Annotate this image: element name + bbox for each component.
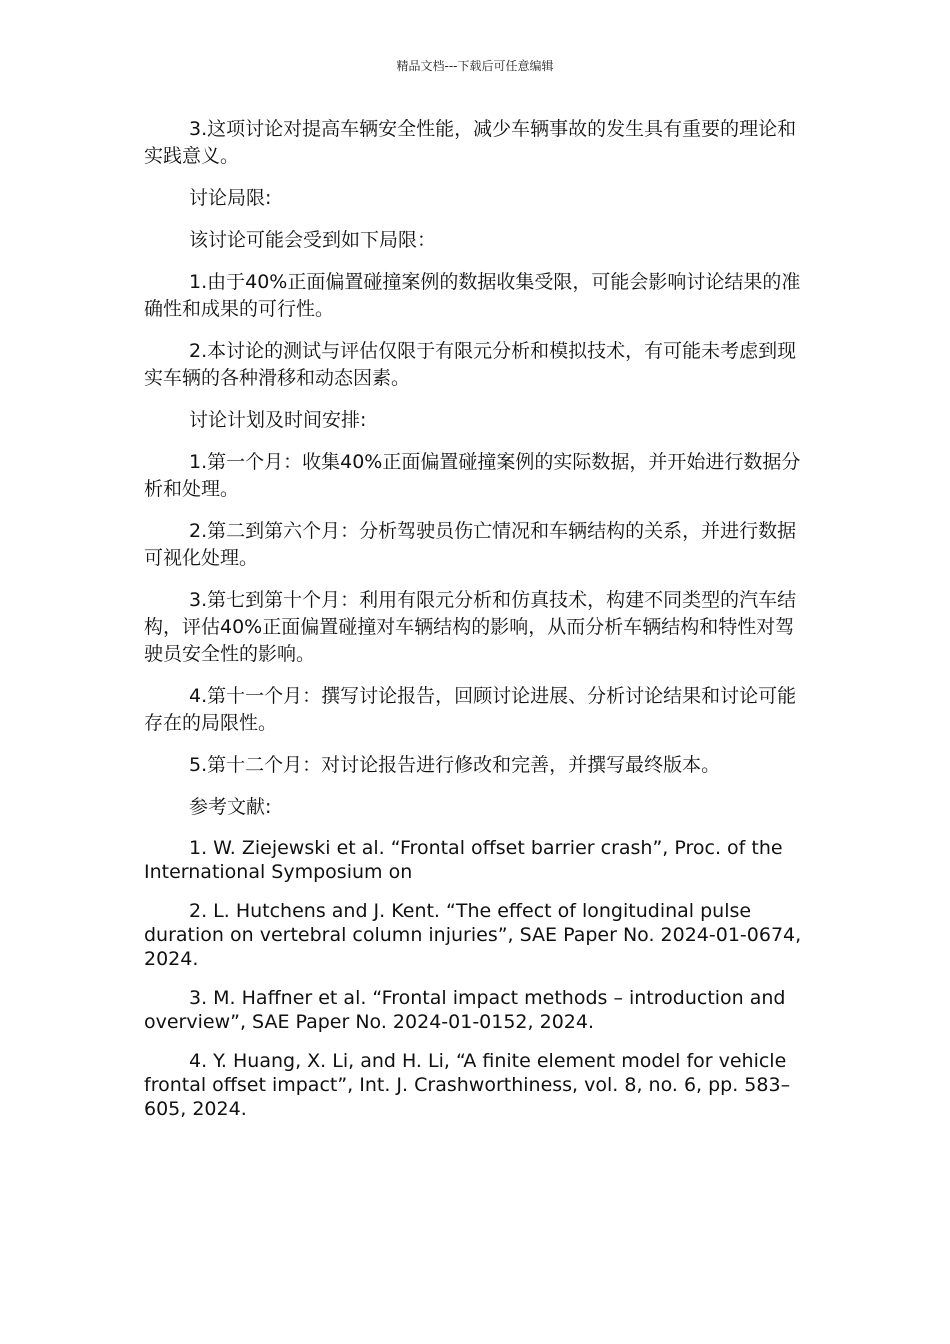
heading-references: 参考文献: bbox=[189, 796, 272, 818]
paragraph-schedule-3: 3.第七到第十个月：利用有限元分析和仿真技术，构建不同类型的汽车结构，评估40%正面偏置碰撞对车辆结构的影响，从而分析车辆结构和特性对驾驶员安全性的影响。 bbox=[144, 589, 797, 665]
reference-2: 2. L. Hutchens and J. Kent. “The effect of longitudinal pulse duration on vertebral column injuries”, SAE Paper No. 2024-01-0674, 2024. bbox=[144, 900, 802, 970]
document-body bbox=[144, 116, 808, 1136]
paragraph-schedule-4: 4.第十一个月：撰写讨论报告，回顾讨论进展、分析讨论结果和讨论可能存在的局限性。 bbox=[144, 685, 797, 734]
paragraph-schedule-5: 5.第十二个月：对讨论报告进行修改和完善，并撰写最终版本。 bbox=[189, 754, 721, 776]
paragraph-limitation-2: 2.本讨论的测试与评估仅限于有限元分析和模拟技术，有可能未考虑到现实车辆的各种滑移和动态因素。 bbox=[144, 340, 797, 389]
reference-1: 1. W. Ziejewski et al. “Frontal offset barrier crash”, Proc. of the International Symposium on bbox=[144, 837, 783, 883]
paragraph-schedule-1: 1.第一个月：收集40%正面偏置碰撞案例的实际数据，并开始进行数据分析和处理。 bbox=[144, 451, 801, 500]
paragraph-significance: 3.这项讨论对提高车辆安全性能，减少车辆事故的发生具有重要的理论和实践意义。 bbox=[144, 118, 797, 167]
paragraph-limitation-1: 1.由于40%正面偏置碰撞案例的数据收集受限，可能会影响讨论结果的准确性和成果的可行性。 bbox=[144, 271, 801, 320]
reference-3: 3. M. Haffner et al. “Frontal impact methods – introduction and overview”, SAE Paper No. 2024-01-0152, 2024. bbox=[144, 987, 786, 1033]
reference-4: 4. Y. Huang, X. Li, and H. Li, “A finite element model for vehicle frontal offset impact”, Int. J. Crashworthiness, vol. 8, no. 6, pp. 583–605, 2024. bbox=[144, 1050, 791, 1120]
page-header: 精品文档---下载后可任意编辑 bbox=[396, 59, 554, 73]
heading-limitations: 讨论局限: bbox=[189, 187, 272, 209]
paragraph-limitations-intro: 该讨论可能会受到如下局限： bbox=[189, 229, 437, 251]
paragraph-schedule-2: 2.第二到第六个月：分析驾驶员伤亡情况和车辆结构的关系，并进行数据可视化处理。 bbox=[144, 520, 797, 569]
heading-schedule: 讨论计划及时间安排: bbox=[189, 409, 367, 431]
